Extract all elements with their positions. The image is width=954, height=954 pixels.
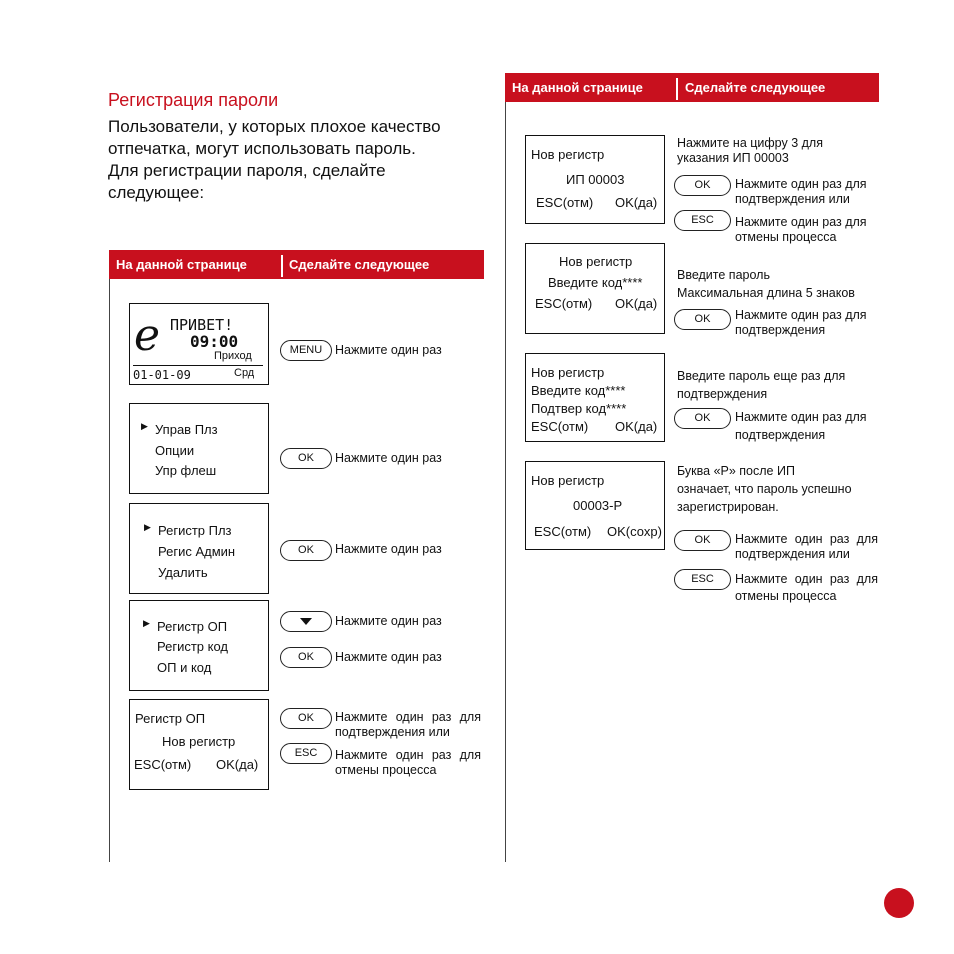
device-screen-register-menu bbox=[129, 600, 269, 691]
esc-button[interactable]: ESC bbox=[280, 743, 332, 764]
action-text: Нажмите один раз bbox=[335, 542, 442, 556]
action-text: Нажмите один раз для отмены процесса bbox=[735, 572, 878, 603]
device-screen-registered bbox=[525, 461, 665, 550]
device-screen-home bbox=[129, 303, 269, 385]
ok-button[interactable]: OK bbox=[280, 448, 332, 469]
ok-button[interactable]: OK bbox=[674, 309, 731, 330]
menu-button[interactable]: MENU bbox=[280, 340, 332, 361]
screen-line: Нов регистр bbox=[559, 254, 633, 269]
action-text: Нажмите один раз bbox=[335, 650, 442, 664]
action-text: Нажмите один раз для отмены процесса bbox=[335, 748, 481, 777]
device-screen-confirm-code bbox=[525, 353, 665, 442]
screen-ok-label: OK(да) bbox=[615, 195, 658, 210]
left-table-border bbox=[109, 279, 110, 862]
clock-text: 09:00 bbox=[190, 332, 239, 351]
screen-line: Нов регистр bbox=[531, 365, 605, 380]
header-col-page: На данной странице bbox=[116, 257, 247, 272]
menu-item: Опции bbox=[155, 443, 195, 458]
action-text: Нажмите один раз для подтверждения bbox=[735, 410, 867, 442]
menu-item: Упр флеш bbox=[155, 463, 217, 478]
menu-item: ОП и код bbox=[157, 660, 212, 675]
screen-esc-label: ESC(отм) bbox=[531, 419, 589, 434]
device-screen-new-register bbox=[129, 699, 269, 790]
menu-item: Управ Плз bbox=[155, 422, 218, 437]
screen-ok-label: OK(да) bbox=[615, 296, 658, 311]
action-text: Нажмите один раз для отмены процесса bbox=[735, 215, 867, 244]
header-col-action: Сделайте следующее bbox=[685, 80, 826, 95]
day-text: Срд bbox=[234, 367, 255, 379]
note-text: Введите пароль еще раз для подтверждения bbox=[677, 369, 846, 401]
right-table-header bbox=[505, 73, 879, 102]
left-table-header bbox=[109, 250, 484, 279]
screen-ok-label: OK(да) bbox=[216, 757, 259, 772]
screen-esc-label: ESC(отм) bbox=[134, 757, 192, 772]
screen-ok-label: OK(сохр) bbox=[607, 524, 662, 539]
action-text: Нажмите один раз bbox=[335, 614, 442, 628]
page-marker-dot bbox=[884, 888, 914, 918]
action-text: Нажмите один раз bbox=[335, 451, 442, 465]
screen-line: Нов регистр bbox=[531, 147, 605, 162]
ok-button[interactable]: OK bbox=[280, 540, 332, 561]
screen-esc-label: ESC(отм) bbox=[536, 195, 594, 210]
esc-button[interactable]: ESC bbox=[674, 569, 731, 590]
action-text: Нажмите один раз для подтверждения или bbox=[735, 177, 867, 206]
screen-line: Нов регистр bbox=[162, 734, 236, 749]
selection-arrow-icon: ▶ bbox=[141, 421, 148, 431]
note-text: Введите пароль Максимальная длина 5 знаков bbox=[677, 268, 855, 300]
action-text: Нажмите один раз для подтверждения или bbox=[735, 532, 878, 561]
screen-esc-label: ESC(отм) bbox=[534, 524, 592, 539]
middle-table-border bbox=[505, 102, 506, 862]
screen-line: Нов регистр bbox=[531, 473, 605, 488]
date-text: 01-01-09 bbox=[133, 368, 191, 382]
selection-arrow-icon: ▶ bbox=[144, 522, 151, 532]
screen-line: Подтвер код**** bbox=[531, 401, 627, 416]
screen-line: Регистр ОП bbox=[135, 711, 206, 726]
ok-button[interactable]: OK bbox=[674, 175, 731, 196]
page-title: Регистрация пароли bbox=[108, 90, 279, 110]
note-text: Нажмите на цифру 3 для указания ИП 00003 bbox=[677, 136, 823, 165]
menu-item: Регистр код bbox=[157, 639, 228, 654]
selection-arrow-icon: ▶ bbox=[143, 618, 150, 628]
menu-item: Удалить bbox=[158, 565, 208, 580]
ok-button[interactable]: OK bbox=[674, 530, 731, 551]
ok-button[interactable]: OK bbox=[280, 708, 332, 729]
status-text: Приход bbox=[214, 350, 252, 362]
e-logo: e bbox=[134, 310, 161, 361]
screen-esc-label: ESC(отм) bbox=[535, 296, 593, 311]
screen-ok-label: OK(да) bbox=[615, 419, 658, 434]
screen-line: Введите код**** bbox=[531, 383, 626, 398]
esc-button[interactable]: ESC bbox=[674, 210, 731, 231]
device-screen-menu bbox=[129, 403, 269, 494]
screen-line: ИП 00003 bbox=[566, 172, 625, 187]
greeting-text: ПРИВЕТ! bbox=[170, 316, 234, 334]
device-screen-user-menu bbox=[129, 503, 269, 594]
header-col-action: Сделайте следующее bbox=[289, 257, 430, 272]
menu-item: Регистр Плз bbox=[158, 523, 232, 538]
menu-item: Регистр ОП bbox=[157, 619, 228, 634]
device-screen-enter-code bbox=[525, 243, 665, 334]
ok-button[interactable]: OK bbox=[280, 647, 332, 668]
action-text: Нажмите один раз bbox=[335, 343, 442, 357]
device-screen-user-id bbox=[525, 135, 665, 224]
screen-line: Введите код**** bbox=[548, 275, 643, 290]
down-button[interactable] bbox=[280, 611, 332, 632]
menu-item: Регис Админ bbox=[158, 544, 236, 559]
screen-line: 00003-P bbox=[573, 498, 623, 513]
action-text: Нажмите один раз для подтверждения bbox=[735, 308, 867, 337]
note-text: Буква «P» после ИП означает, что пароль успешно зарегистрирован. bbox=[677, 464, 852, 514]
ok-button[interactable]: OK bbox=[674, 408, 731, 429]
triangle-down-icon bbox=[299, 617, 313, 627]
intro-text: Пользователи, у которых плохое качество отпечатка, могут использовать пароль. Для регистрации пароля, сделайте следующее: bbox=[108, 117, 441, 202]
header-col-page: На данной странице bbox=[512, 80, 643, 95]
action-text: Нажмите один раз для подтверждения или bbox=[335, 710, 481, 739]
